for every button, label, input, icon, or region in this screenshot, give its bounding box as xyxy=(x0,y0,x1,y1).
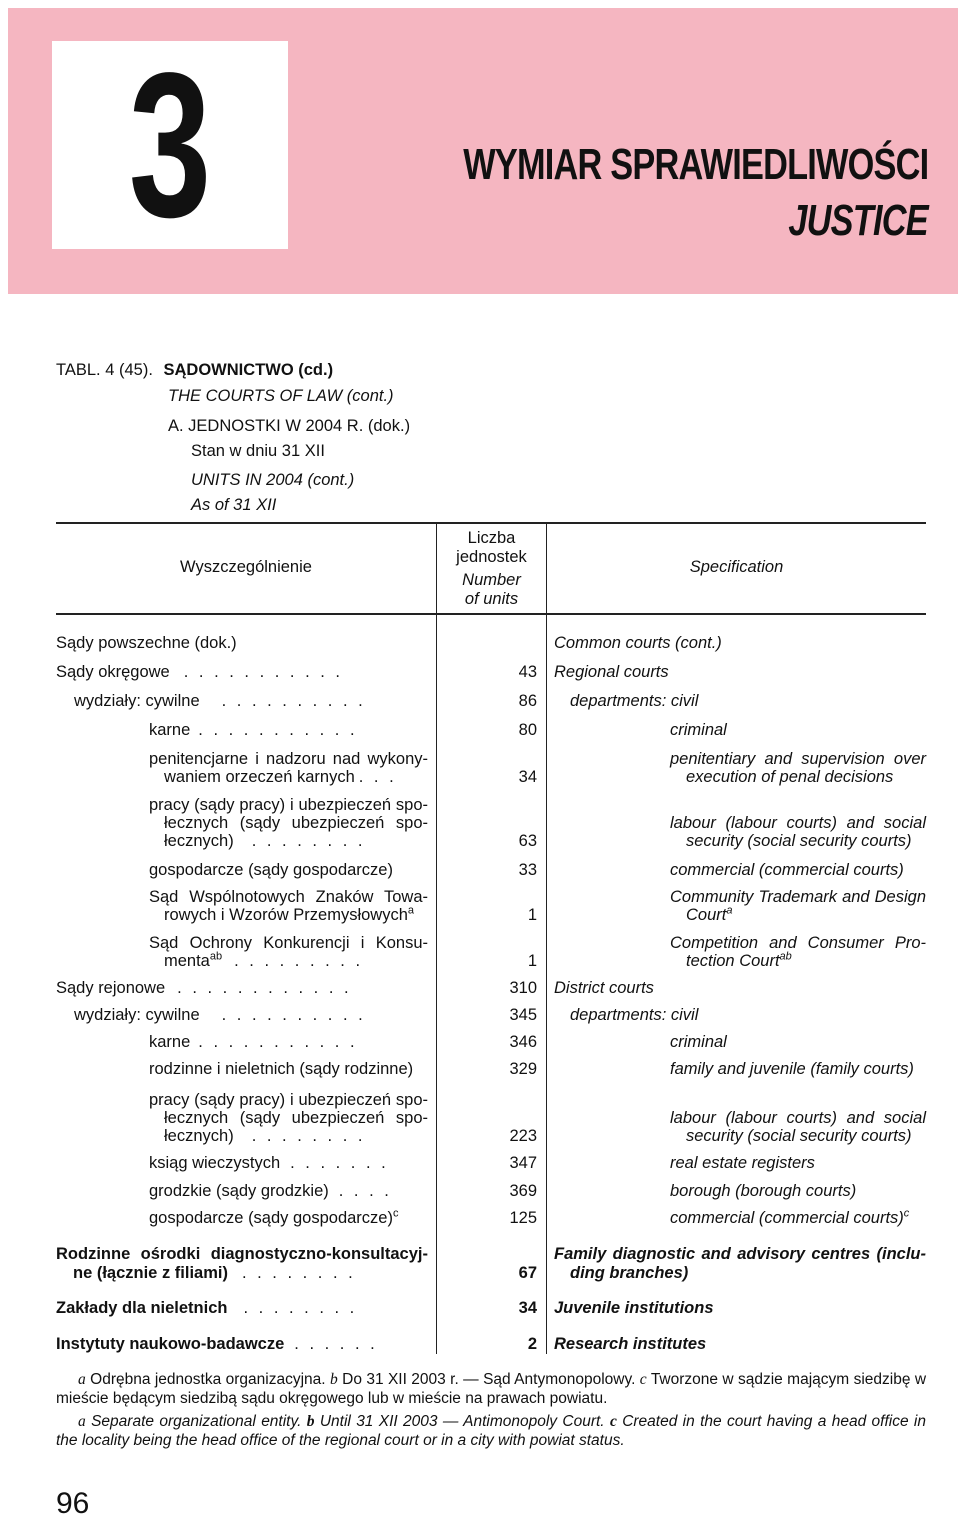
table-section-en: UNITS IN 2004 (cont.) xyxy=(191,471,355,489)
footnote-mark: c xyxy=(609,1413,617,1430)
row-research-institutes-pl xyxy=(56,1335,378,1354)
row-trademark-pl-2 xyxy=(164,906,414,925)
leader-dots: . . . . xyxy=(338,1182,392,1200)
row-label: Sądy okręgowe xyxy=(56,663,170,681)
footnote-text: Until 31 XII 2003 — Antimonopoly Court. xyxy=(319,1413,605,1430)
row-district-civil-en: departments: civil xyxy=(570,1006,699,1024)
row-district-courts-value: 310 xyxy=(509,979,537,997)
row-commercial-pl: gospodarcze (sądy gospodarcze) xyxy=(149,861,393,879)
table-section-pl: A. JEDNOSTKI W 2004 R. (dok.) xyxy=(168,417,411,435)
row-family-pl: rodzinne i nieletnich (sądy rodzinne) xyxy=(149,1060,414,1078)
row-diagnostic-centres-en-1: Family diagnostic and advisory centres (inclu- xyxy=(554,1245,926,1263)
row-district-commercial-en xyxy=(670,1209,909,1228)
row-trademark-pl-1: Sąd Wspólnotowych Znaków Towa- xyxy=(149,888,428,906)
table-state-pl: Stan w dniu 31 XII xyxy=(191,442,325,460)
row-label: karne xyxy=(149,721,191,739)
leader-dots: . . . . . . . . . . xyxy=(221,1006,366,1024)
leader-dots: . . . . . . . . . . xyxy=(221,692,366,710)
footnote-text: Do 31 XII 2003 r. — Sąd Antymonopolowy. xyxy=(342,1371,636,1388)
row-label: Zakłady dla nieletnich xyxy=(56,1299,228,1317)
row-district-labour-value: 223 xyxy=(509,1127,537,1145)
row-family-value: 329 xyxy=(509,1060,537,1078)
row-labour-pl-3 xyxy=(164,832,365,851)
body-divider-left xyxy=(436,614,437,1354)
row-label: Instytuty naukowo-badawcze xyxy=(56,1335,285,1353)
row-label: grodzkie (sądy grodzkie) xyxy=(149,1182,329,1200)
row-penitentiary-value: 34 xyxy=(518,768,537,786)
row-district-criminal-value: 346 xyxy=(509,1033,537,1051)
row-label: gospodarcze (sądy gospodarcze) xyxy=(149,1209,393,1227)
page-number: 96 xyxy=(56,1487,90,1520)
footnote-text: Odrębna jednostka organizacyjna. xyxy=(90,1371,326,1388)
row-labour-value: 63 xyxy=(518,832,537,850)
chapter-number: 3 xyxy=(128,30,212,260)
row-competition-en-2 xyxy=(686,952,792,971)
row-diagnostic-centres-pl-1: Rodzinne ośrodki diagnostyczno-konsultacyj- xyxy=(56,1245,428,1263)
row-common-courts-en: Common courts (cont.) xyxy=(554,634,722,652)
row-juvenile-institutions-pl xyxy=(56,1299,357,1318)
footnote-mark: ab xyxy=(779,950,792,963)
row-label: Sądy rejonowe xyxy=(56,979,166,997)
footnotes-pl xyxy=(56,1370,926,1408)
row-diagnostic-centres-pl-2 xyxy=(73,1264,356,1283)
table-caption-en: THE COURTS OF LAW (cont.) xyxy=(168,387,394,405)
row-label: wydziały: cywilne xyxy=(74,692,200,710)
row-borough-en: borough (borough courts) xyxy=(670,1182,857,1200)
header-num-pl-1: Liczba xyxy=(467,529,516,547)
row-label: waniem orzeczeń karnych xyxy=(164,768,355,786)
row-label: ksiąg wieczystych xyxy=(149,1154,281,1172)
row-trademark-en-1: Community Trademark and Design xyxy=(670,888,926,906)
header-spec-pl: Wyszczególnienie xyxy=(180,558,312,576)
table-caption-pl: SĄDOWNICTWO (cd.) xyxy=(163,361,334,379)
leader-dots: . . . . . . . . . xyxy=(234,952,364,970)
row-borough-pl xyxy=(149,1182,392,1201)
leader-dots: . . . . . . . . xyxy=(251,1127,366,1145)
footnote-text: Created in the court having a head office in the locality being the head office of the regional court or in a city with powiat status. xyxy=(56,1413,926,1449)
row-district-civil-pl xyxy=(74,1006,366,1025)
footnote-mark: ab xyxy=(209,950,223,963)
row-label: rowych i Wzorów Przemysłowych xyxy=(164,906,408,924)
row-district-commercial-pl xyxy=(149,1209,398,1228)
chapter-title-en: JUSTICE xyxy=(788,196,928,245)
leader-dots: . . . . . . . . . . . xyxy=(183,663,344,681)
row-commercial-value: 33 xyxy=(518,861,537,879)
header-num-en-2: of units xyxy=(464,590,519,608)
header-spec-en: Specification xyxy=(689,558,784,576)
row-competition-pl-2 xyxy=(164,952,363,971)
row-competition-pl-1: Sąd Ochrony Konkurencji i Konsu- xyxy=(149,934,428,952)
row-competition-en-1: Competition and Consumer Pro- xyxy=(670,934,926,952)
footnote-mark: b xyxy=(329,1371,338,1388)
row-regional-criminal-pl xyxy=(149,721,358,740)
row-juvenile-institutions-en: Juvenile institutions xyxy=(554,1299,714,1317)
row-diagnostic-centres-value: 67 xyxy=(518,1264,537,1282)
leader-dots: . . . . . . . . xyxy=(251,832,366,850)
row-penitentiary-en-1: penitentiary and supervision over xyxy=(670,750,926,768)
row-district-courts-en: District courts xyxy=(554,979,654,997)
row-label: wydziały: cywilne xyxy=(74,1006,200,1024)
row-research-institutes-value: 2 xyxy=(527,1335,537,1353)
row-label: Court xyxy=(686,906,727,924)
row-district-labour-en-2: security (social security courts) xyxy=(686,1127,912,1145)
leader-dots: . . . . . . . . . . . . xyxy=(177,979,352,997)
leader-dots: . . . . . . xyxy=(294,1335,378,1353)
row-research-institutes-en: Research institutes xyxy=(554,1335,707,1353)
leader-dots: . . . xyxy=(358,768,397,786)
footnotes-en xyxy=(56,1412,926,1450)
leader-dots: . . . . . . . . . . . xyxy=(198,1033,358,1051)
footnote-mark: c xyxy=(903,1207,910,1220)
row-district-labour-pl-2: łecznych (sądy ubezpieczeń spo- xyxy=(164,1109,428,1127)
header-top-rule xyxy=(56,522,926,524)
row-label: ne (łącznie z filiami) xyxy=(73,1264,228,1282)
row-regional-courts-value: 43 xyxy=(518,663,537,681)
row-labour-pl-2: łecznych (sądy ubezpieczeń spo- xyxy=(164,814,428,832)
row-regional-courts-en: Regional courts xyxy=(554,663,669,681)
footnote-mark: a xyxy=(78,1371,86,1388)
chapter-title-pl: WYMIAR SPRAWIEDLIWOŚCI xyxy=(462,140,928,189)
row-diagnostic-centres-en-2: ding branches) xyxy=(570,1264,689,1282)
row-regional-civil-value: 86 xyxy=(518,692,537,710)
footnote-mark: a xyxy=(726,904,733,917)
row-labour-en-2: security (social security courts) xyxy=(686,832,912,850)
row-labour-en-1: labour (labour courts) and social xyxy=(670,814,926,832)
row-juvenile-institutions-value: 34 xyxy=(518,1299,537,1317)
header-num-en-1: Number xyxy=(462,571,521,589)
row-label: karne xyxy=(149,1033,191,1051)
row-borough-value: 369 xyxy=(509,1182,537,1200)
table-state-en: As of 31 XII xyxy=(191,496,277,514)
footnote-mark: c xyxy=(639,1371,647,1388)
row-district-labour-pl-1: pracy (sądy pracy) i ubezpieczeń spo- xyxy=(149,1091,428,1109)
row-regional-criminal-en: criminal xyxy=(670,721,727,739)
table-caption-prefix: TABL. 4 (45). xyxy=(56,361,153,379)
row-family-en: family and juvenile (family courts) xyxy=(670,1060,914,1078)
row-label: łecznych) xyxy=(164,832,234,850)
row-label: tection Court xyxy=(686,952,780,970)
row-regional-civil-en: departments: civil xyxy=(570,692,699,710)
footnote-mark: c xyxy=(392,1207,399,1220)
row-regional-courts-pl xyxy=(56,663,432,682)
body-divider-right xyxy=(546,614,547,1354)
header-bottom-rule xyxy=(56,613,926,615)
row-land-registers-pl xyxy=(149,1154,389,1173)
row-label: łecznych) xyxy=(164,1127,234,1145)
row-trademark-value: 1 xyxy=(527,906,537,924)
row-district-commercial-value: 125 xyxy=(509,1209,537,1227)
row-trademark-en-2 xyxy=(686,906,732,925)
row-district-courts-pl xyxy=(56,979,352,998)
row-regional-civil-pl xyxy=(74,692,366,711)
row-district-criminal-pl xyxy=(149,1033,358,1052)
row-penitentiary-pl-2 xyxy=(164,768,397,787)
footnote-text: Tworzone w sądzie mającym siedzibę w mieście będącym siedzibą sądu okręgowego lub w mieście na prawach powiatu. xyxy=(56,1371,927,1407)
footnote-mark: a xyxy=(78,1413,86,1430)
row-penitentiary-pl-1: penitencjarne i nadzoru nad wykony- xyxy=(149,750,428,768)
table-caption xyxy=(56,360,333,380)
row-district-civil-value: 345 xyxy=(509,1006,537,1024)
leader-dots: . . . . . . . . . . . xyxy=(198,721,358,739)
row-land-registers-en: real estate registers xyxy=(670,1154,815,1172)
row-commercial-en: commercial (commercial courts) xyxy=(670,861,904,879)
footnote-text: Separate organizational entity. xyxy=(91,1413,302,1430)
row-label: commercial (commercial courts) xyxy=(670,1209,904,1227)
row-label: menta xyxy=(164,952,210,970)
chapter-number-box xyxy=(52,30,288,260)
row-district-labour-pl-3 xyxy=(164,1127,365,1146)
row-common-courts-pl: Sądy powszechne (dok.) xyxy=(56,634,237,652)
leader-dots: . . . . . . . xyxy=(290,1154,389,1172)
footnote-mark: b xyxy=(306,1413,315,1430)
row-district-labour-en-1: labour (labour courts) and social xyxy=(670,1109,926,1127)
row-labour-pl-1: pracy (sądy pracy) i ubezpieczeń spo- xyxy=(149,796,428,814)
row-regional-criminal-value: 80 xyxy=(518,721,537,739)
row-penitentiary-en-2: execution of penal decisions xyxy=(686,768,894,786)
row-competition-value: 1 xyxy=(527,952,537,970)
leader-dots: . . . . . . . . xyxy=(243,1299,358,1317)
leader-dots: . . . . . . . . xyxy=(241,1264,356,1282)
header-num-pl-2: jednostek xyxy=(456,548,527,566)
row-land-registers-value: 347 xyxy=(509,1154,537,1172)
row-district-criminal-en: criminal xyxy=(670,1033,727,1051)
footnote-mark: a xyxy=(407,904,414,917)
